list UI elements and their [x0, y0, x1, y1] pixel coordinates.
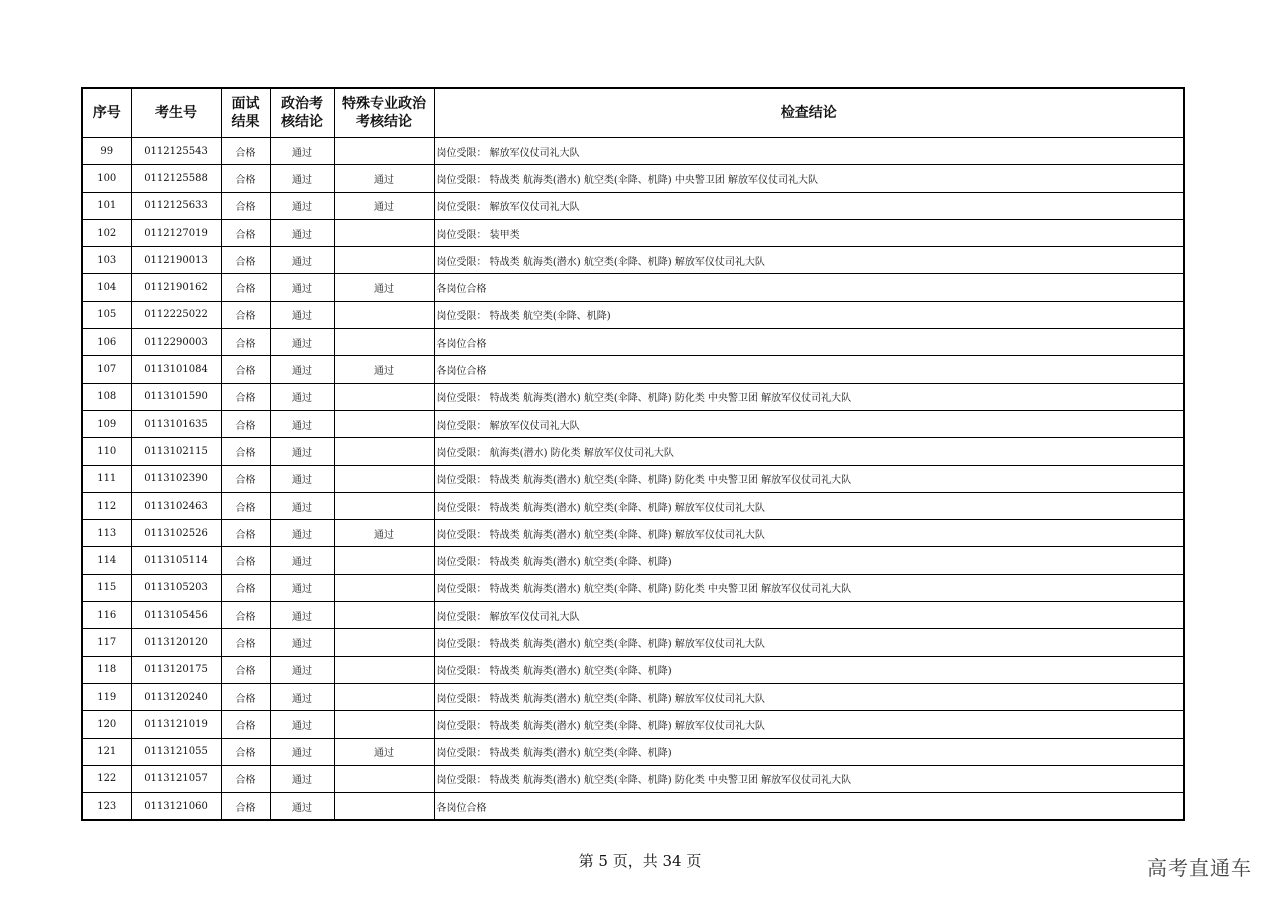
cell-interview-result: 合格: [221, 329, 270, 356]
cell-inspection-conclusion: 岗位受限： 解放军仪仗司礼大队: [434, 138, 1184, 165]
cell-candidate-number: 0112190162: [131, 274, 221, 301]
cell-interview-result: 合格: [221, 247, 270, 274]
cell-special-political-review: [334, 383, 434, 410]
cell-inspection-conclusion: 岗位受限： 特战类 航海类(潜水) 航空类(伞降、机降) 防化类 中央警卫团 解放军仪仗司礼大队: [434, 765, 1184, 792]
cell-political-review: 通过: [270, 793, 334, 821]
cell-candidate-number: 0113121055: [131, 738, 221, 765]
cell-special-political-review: [334, 765, 434, 792]
cell-special-political-review: [334, 301, 434, 328]
cell-candidate-number: 0113101590: [131, 383, 221, 410]
cell-index: 104: [82, 274, 131, 301]
table-row: [82, 465, 1184, 492]
cell-inspection-conclusion: 岗位受限： 特战类 航海类(潜水) 航空类(伞降、机降) 防化类 中央警卫团 解放军仪仗司礼大队: [434, 465, 1184, 492]
cell-special-political-review: [334, 711, 434, 738]
cell-candidate-number: 0113121057: [131, 765, 221, 792]
cell-inspection-conclusion: 岗位受限： 特战类 航海类(潜水) 航空类(伞降、机降) 防化类 中央警卫团 解放军仪仗司礼大队: [434, 574, 1184, 601]
table-row: [82, 165, 1184, 192]
header-political-review: 政治考核结论: [270, 88, 334, 138]
cell-candidate-number: 0113102526: [131, 520, 221, 547]
watermark-logo: 高考直通车: [1147, 856, 1252, 880]
cell-political-review: 通过: [270, 138, 334, 165]
cell-candidate-number: 0113120175: [131, 656, 221, 683]
cell-candidate-number: 0113102115: [131, 438, 221, 465]
table-row: [82, 247, 1184, 274]
cell-candidate-number: 0113101635: [131, 410, 221, 437]
page-number: 第 5 页，共 34 页: [578, 852, 702, 870]
cell-interview-result: 合格: [221, 492, 270, 519]
cell-inspection-conclusion: 岗位受限： 特战类 航海类(潜水) 航空类(伞降、机降) 解放军仪仗司礼大队: [434, 492, 1184, 519]
table-row: [82, 301, 1184, 328]
table-row: [82, 765, 1184, 792]
cell-inspection-conclusion: 岗位受限： 特战类 航空类(伞降、机降): [434, 301, 1184, 328]
table-header: [82, 88, 1184, 138]
cell-inspection-conclusion: 各岗位合格: [434, 274, 1184, 301]
cell-interview-result: 合格: [221, 711, 270, 738]
table-row: [82, 219, 1184, 246]
table-row: [82, 574, 1184, 601]
cell-interview-result: 合格: [221, 301, 270, 328]
cell-political-review: 通过: [270, 165, 334, 192]
cell-candidate-number: 0113120120: [131, 629, 221, 656]
cell-inspection-conclusion: 岗位受限： 解放军仪仗司礼大队: [434, 602, 1184, 629]
cell-interview-result: 合格: [221, 356, 270, 383]
table-row: [82, 138, 1184, 165]
table-row: [82, 520, 1184, 547]
table-row: [82, 410, 1184, 437]
cell-inspection-conclusion: 岗位受限： 航海类(潜水) 防化类 解放军仪仗司礼大队: [434, 438, 1184, 465]
cell-interview-result: 合格: [221, 410, 270, 437]
table-row: [82, 683, 1184, 710]
cell-special-political-review: [334, 602, 434, 629]
cell-candidate-number: 0113101084: [131, 356, 221, 383]
cell-political-review: 通过: [270, 683, 334, 710]
cell-special-political-review: [334, 329, 434, 356]
cell-political-review: 通过: [270, 356, 334, 383]
cell-index: 113: [82, 520, 131, 547]
cell-special-political-review: 通过: [334, 165, 434, 192]
cell-political-review: 通过: [270, 465, 334, 492]
cell-index: 112: [82, 492, 131, 519]
cell-inspection-conclusion: 岗位受限： 特战类 航海类(潜水) 航空类(伞降、机降): [434, 547, 1184, 574]
cell-political-review: 通过: [270, 410, 334, 437]
cell-special-political-review: [334, 656, 434, 683]
cell-inspection-conclusion: 岗位受限： 特战类 航海类(潜水) 航空类(伞降、机降) 中央警卫团 解放军仪仗司礼大队: [434, 165, 1184, 192]
cell-index: 123: [82, 793, 131, 821]
cell-special-political-review: [334, 547, 434, 574]
header-interview-result: 面试结果: [221, 88, 270, 138]
cell-political-review: 通过: [270, 438, 334, 465]
cell-candidate-number: 0112225022: [131, 301, 221, 328]
cell-interview-result: 合格: [221, 547, 270, 574]
cell-special-political-review: [334, 793, 434, 821]
cell-interview-result: 合格: [221, 192, 270, 219]
cell-interview-result: 合格: [221, 738, 270, 765]
cell-inspection-conclusion: 岗位受限： 特战类 航海类(潜水) 航空类(伞降、机降) 解放军仪仗司礼大队: [434, 629, 1184, 656]
cell-candidate-number: 0113102463: [131, 492, 221, 519]
cell-index: 106: [82, 329, 131, 356]
cell-special-political-review: [334, 492, 434, 519]
table-row: [82, 711, 1184, 738]
header-row: [82, 88, 1184, 138]
cell-inspection-conclusion: 岗位受限： 特战类 航海类(潜水) 航空类(伞降、机降): [434, 738, 1184, 765]
table-row: [82, 793, 1184, 821]
cell-political-review: 通过: [270, 656, 334, 683]
cell-special-political-review: [334, 247, 434, 274]
cell-index: 119: [82, 683, 131, 710]
cell-special-political-review: 通过: [334, 274, 434, 301]
cell-interview-result: 合格: [221, 165, 270, 192]
cell-interview-result: 合格: [221, 656, 270, 683]
cell-political-review: 通过: [270, 602, 334, 629]
cell-inspection-conclusion: 岗位受限： 解放军仪仗司礼大队: [434, 192, 1184, 219]
cell-candidate-number: 0112190013: [131, 247, 221, 274]
table-row: [82, 356, 1184, 383]
cell-index: 100: [82, 165, 131, 192]
cell-index: 121: [82, 738, 131, 765]
cell-candidate-number: 0113121060: [131, 793, 221, 821]
cell-index: 118: [82, 656, 131, 683]
cell-index: 122: [82, 765, 131, 792]
cell-interview-result: 合格: [221, 438, 270, 465]
cell-interview-result: 合格: [221, 683, 270, 710]
cell-political-review: 通过: [270, 765, 334, 792]
cell-political-review: 通过: [270, 738, 334, 765]
cell-special-political-review: [334, 219, 434, 246]
cell-candidate-number: 0113105114: [131, 547, 221, 574]
cell-political-review: 通过: [270, 520, 334, 547]
cell-candidate-number: 0112125588: [131, 165, 221, 192]
cell-index: 114: [82, 547, 131, 574]
cell-political-review: 通过: [270, 629, 334, 656]
cell-special-political-review: [334, 410, 434, 437]
cell-special-political-review: 通过: [334, 738, 434, 765]
cell-candidate-number: 0113120240: [131, 683, 221, 710]
cell-index: 110: [82, 438, 131, 465]
cell-index: 120: [82, 711, 131, 738]
cell-inspection-conclusion: 岗位受限： 特战类 航海类(潜水) 航空类(伞降、机降) 防化类 中央警卫团 解放军仪仗司礼大队: [434, 383, 1184, 410]
cell-candidate-number: 0112127019: [131, 219, 221, 246]
cell-inspection-conclusion: 岗位受限： 特战类 航海类(潜水) 航空类(伞降、机降) 解放军仪仗司礼大队: [434, 247, 1184, 274]
cell-inspection-conclusion: 岗位受限： 特战类 航海类(潜水) 航空类(伞降、机降): [434, 656, 1184, 683]
cell-index: 105: [82, 301, 131, 328]
table-row: [82, 547, 1184, 574]
table-row: [82, 383, 1184, 410]
table-row: [82, 192, 1184, 219]
cell-inspection-conclusion: 岗位受限： 特战类 航海类(潜水) 航空类(伞降、机降) 解放军仪仗司礼大队: [434, 683, 1184, 710]
cell-index: 111: [82, 465, 131, 492]
cell-special-political-review: 通过: [334, 356, 434, 383]
cell-inspection-conclusion: 各岗位合格: [434, 793, 1184, 821]
table-row: [82, 438, 1184, 465]
cell-interview-result: 合格: [221, 383, 270, 410]
cell-interview-result: 合格: [221, 793, 270, 821]
cell-political-review: 通过: [270, 219, 334, 246]
cell-special-political-review: [334, 683, 434, 710]
cell-candidate-number: 0112125543: [131, 138, 221, 165]
table-row: [82, 492, 1184, 519]
table-row: [82, 738, 1184, 765]
cell-political-review: 通过: [270, 192, 334, 219]
cell-interview-result: 合格: [221, 219, 270, 246]
cell-index: 109: [82, 410, 131, 437]
table-row: [82, 656, 1184, 683]
header-inspection-conclusion: 检查结论: [434, 88, 1184, 138]
header-candidate-number: 考生号: [131, 88, 221, 138]
cell-inspection-conclusion: 岗位受限： 特战类 航海类(潜水) 航空类(伞降、机降) 解放军仪仗司礼大队: [434, 520, 1184, 547]
cell-interview-result: 合格: [221, 138, 270, 165]
cell-political-review: 通过: [270, 492, 334, 519]
cell-index: 101: [82, 192, 131, 219]
cell-interview-result: 合格: [221, 602, 270, 629]
cell-interview-result: 合格: [221, 765, 270, 792]
table-row: [82, 629, 1184, 656]
cell-inspection-conclusion: 岗位受限： 特战类 航海类(潜水) 航空类(伞降、机降) 解放军仪仗司礼大队: [434, 711, 1184, 738]
header-index: 序号: [82, 88, 131, 138]
table-row: [82, 602, 1184, 629]
cell-index: 115: [82, 574, 131, 601]
cell-political-review: 通过: [270, 547, 334, 574]
cell-candidate-number: 0112290003: [131, 329, 221, 356]
results-table: [81, 87, 1185, 821]
table-row: [82, 329, 1184, 356]
cell-candidate-number: 0113121019: [131, 711, 221, 738]
cell-inspection-conclusion: 岗位受限： 解放军仪仗司礼大队: [434, 410, 1184, 437]
cell-interview-result: 合格: [221, 629, 270, 656]
cell-political-review: 通过: [270, 574, 334, 601]
cell-special-political-review: [334, 438, 434, 465]
cell-special-political-review: [334, 138, 434, 165]
cell-inspection-conclusion: 各岗位合格: [434, 356, 1184, 383]
cell-index: 102: [82, 219, 131, 246]
cell-political-review: 通过: [270, 301, 334, 328]
cell-index: 103: [82, 247, 131, 274]
cell-special-political-review: [334, 629, 434, 656]
cell-special-political-review: 通过: [334, 520, 434, 547]
cell-political-review: 通过: [270, 329, 334, 356]
table-body: [82, 138, 1184, 821]
cell-candidate-number: 0113105203: [131, 574, 221, 601]
cell-index: 116: [82, 602, 131, 629]
cell-candidate-number: 0112125633: [131, 192, 221, 219]
cell-political-review: 通过: [270, 274, 334, 301]
cell-index: 108: [82, 383, 131, 410]
cell-interview-result: 合格: [221, 274, 270, 301]
cell-political-review: 通过: [270, 247, 334, 274]
cell-index: 107: [82, 356, 131, 383]
cell-political-review: 通过: [270, 383, 334, 410]
cell-special-political-review: [334, 465, 434, 492]
cell-index: 117: [82, 629, 131, 656]
cell-interview-result: 合格: [221, 574, 270, 601]
header-special-political-review: 特殊专业政治考核结论: [334, 88, 434, 138]
cell-special-political-review: [334, 574, 434, 601]
cell-interview-result: 合格: [221, 465, 270, 492]
cell-inspection-conclusion: 岗位受限： 装甲类: [434, 219, 1184, 246]
cell-political-review: 通过: [270, 711, 334, 738]
cell-index: 99: [82, 138, 131, 165]
cell-candidate-number: 0113102390: [131, 465, 221, 492]
cell-inspection-conclusion: 各岗位合格: [434, 329, 1184, 356]
cell-special-political-review: 通过: [334, 192, 434, 219]
cell-interview-result: 合格: [221, 520, 270, 547]
cell-candidate-number: 0113105456: [131, 602, 221, 629]
table-row: [82, 274, 1184, 301]
